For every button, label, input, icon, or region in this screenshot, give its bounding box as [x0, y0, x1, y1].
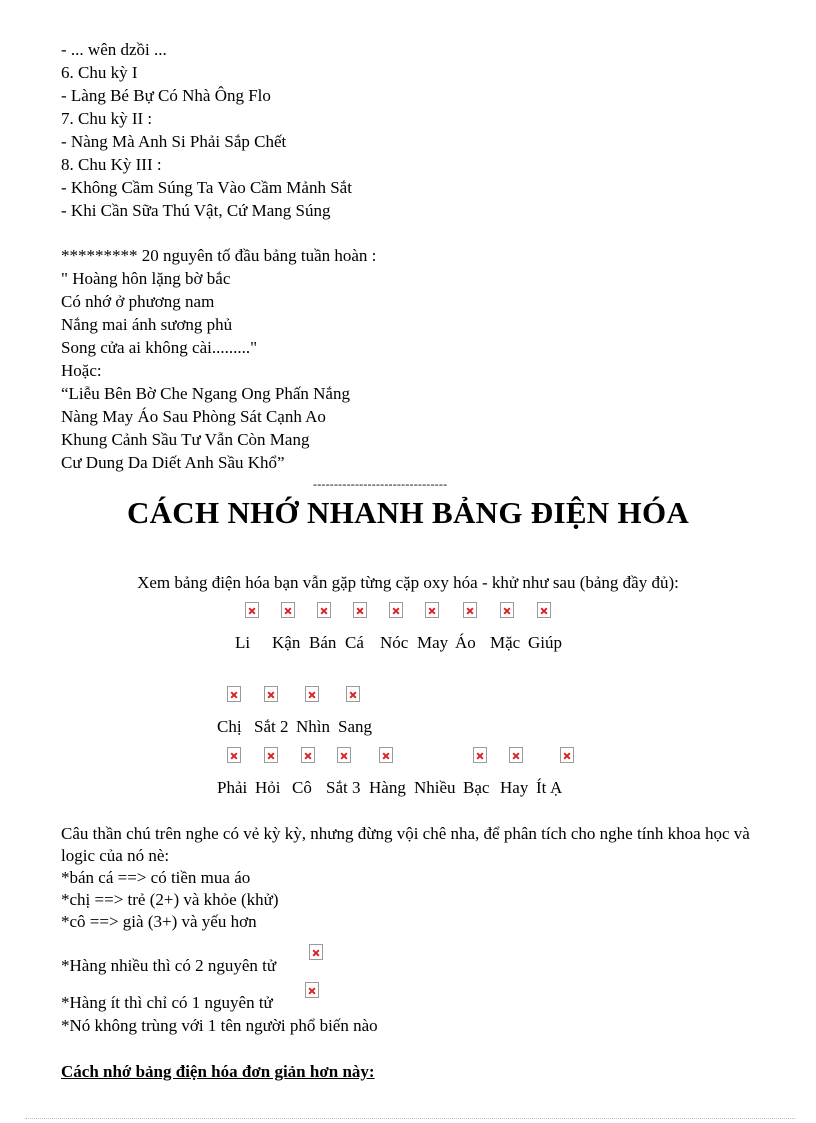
intro-text: Xem bảng điện hóa bạn vẫn gặp từng cặp oxy hóa - khử như sau (bảng đầy đủ):: [137, 573, 679, 592]
broken-image-icon: [305, 982, 319, 998]
note-ten: *Nó không trùng với 1 tên người phổ biến nào: [61, 1016, 378, 1035]
mnemonic-word: Sang: [338, 717, 372, 736]
text-line: - Khi Cần Sữa Thú Vật, Cứ Mang Súng: [61, 201, 331, 220]
text-line: ********* 20 nguyên tố đầu bảng tuần hoàn :: [61, 246, 377, 265]
section-heading: Cách nhớ bảng điện hóa đơn giản hơn này:: [61, 1062, 375, 1081]
text-line: Có nhớ ở phương nam: [61, 292, 215, 311]
mnemonic-word: Kận: [272, 633, 301, 652]
text-line: - Làng Bé Bự Có Nhà Ông Flo: [61, 86, 271, 105]
text-line: - ... wên dzồi ...: [61, 40, 167, 59]
mnemonic-word: Nóc: [380, 633, 409, 652]
broken-image-icon: [337, 747, 351, 763]
broken-image-icon: [463, 602, 477, 618]
broken-image-icon: [509, 747, 523, 763]
broken-image-icon: [560, 747, 574, 763]
text-line: Khung Cảnh Sầu Tư Vẫn Còn Mang: [61, 430, 310, 449]
broken-image-icon: [227, 747, 241, 763]
broken-image-icon: [317, 602, 331, 618]
mnemonic-word: Cô: [292, 778, 312, 797]
section-separator: --------------------------------: [313, 477, 448, 491]
broken-image-icon: [264, 747, 278, 763]
note-hang-nhieu: *Hàng nhiều thì có 2 nguyên tử: [61, 956, 277, 975]
broken-image-icon: [353, 602, 367, 618]
mnemonic-word: Nhiều: [414, 778, 456, 797]
mnemonic-word: Ạ: [550, 778, 563, 797]
explanation-line: Câu thần chú trên nghe có vẻ kỳ kỳ, nhưng đừng vội chê nha, để phân tích cho nghe tính khoa học và logic của nó nè:: [61, 824, 750, 865]
broken-image-icon: [301, 747, 315, 763]
text-line: Hoặc:: [61, 361, 102, 380]
explanation-block: [61, 823, 761, 933]
mnemonic-word: Sắt 3: [326, 778, 361, 797]
broken-image-icon: [281, 602, 295, 618]
broken-image-icon: [309, 944, 323, 960]
note-hang-it: *Hàng ít thì chỉ có 1 nguyên tử: [61, 993, 273, 1012]
footer-divider: [25, 1118, 795, 1119]
broken-image-icon: [473, 747, 487, 763]
mnemonic-word: Li: [235, 633, 251, 652]
mnemonic-word: Chị: [217, 717, 242, 736]
mnemonic-word: Cá: [345, 633, 364, 652]
broken-image-icon: [500, 602, 514, 618]
mnemonic-word: Hàng: [369, 778, 406, 797]
broken-image-icon: [425, 602, 439, 618]
broken-image-icon: [305, 686, 319, 702]
mnemonic-word: Bán: [309, 633, 337, 652]
mnemonic-word: Nhìn: [296, 717, 330, 736]
mnemonic-word: Hay: [500, 778, 529, 797]
broken-image-icon: [264, 686, 278, 702]
text-line: Nàng May Áo Sau Phòng Sát Cạnh Ao: [61, 407, 326, 426]
explanation-line: *bán cá ==> có tiền mua áo: [61, 868, 251, 887]
text-line: Song cửa ai không cài.........": [61, 338, 258, 357]
text-line: 7. Chu kỳ II :: [61, 109, 153, 128]
broken-image-icon: [227, 686, 241, 702]
broken-image-icon: [379, 747, 393, 763]
mnemonic-word: May: [417, 633, 449, 652]
broken-image-icon: [389, 602, 403, 618]
text-line: - Nàng Mà Anh Si Phải Sắp Chết: [61, 132, 287, 151]
broken-image-icon: [245, 602, 259, 618]
mnemonic-word: Áo: [455, 633, 476, 652]
page-title: CÁCH NHỚ NHANH BẢNG ĐIỆN HÓA: [126, 495, 690, 530]
text-line: “Liễu Bên Bờ Che Ngang Ong Phấn Nắng: [61, 384, 350, 403]
mnemonic-word: Hỏi: [255, 778, 281, 797]
mnemonic-word: Giúp: [528, 633, 562, 652]
explanation-line: *chị ==> trẻ (2+) và khỏe (khử): [61, 890, 279, 909]
mnemonic-word: Phải: [217, 778, 248, 797]
text-line: Nắng mai ánh sương phủ: [61, 315, 233, 334]
broken-image-icon: [346, 686, 360, 702]
mnemonic-word: Sắt 2: [254, 717, 289, 736]
text-line: Cư Dung Da Diết Anh Sầu Khổ”: [61, 453, 285, 472]
text-line: " Hoàng hôn lặng bờ bắc: [61, 269, 231, 288]
broken-image-icon: [537, 602, 551, 618]
mnemonic-word: Bạc: [463, 778, 490, 797]
text-line: 6. Chu kỳ I: [61, 63, 138, 82]
text-line: 8. Chu Kỳ III :: [61, 155, 162, 174]
text-line: - Không Cầm Súng Ta Vào Cầm Mảnh Sắt: [61, 178, 352, 197]
mnemonic-word: Ít: [536, 778, 547, 797]
mnemonic-word: Mặc: [490, 633, 521, 652]
explanation-line: *cô ==> già (3+) và yếu hơn: [61, 912, 257, 931]
